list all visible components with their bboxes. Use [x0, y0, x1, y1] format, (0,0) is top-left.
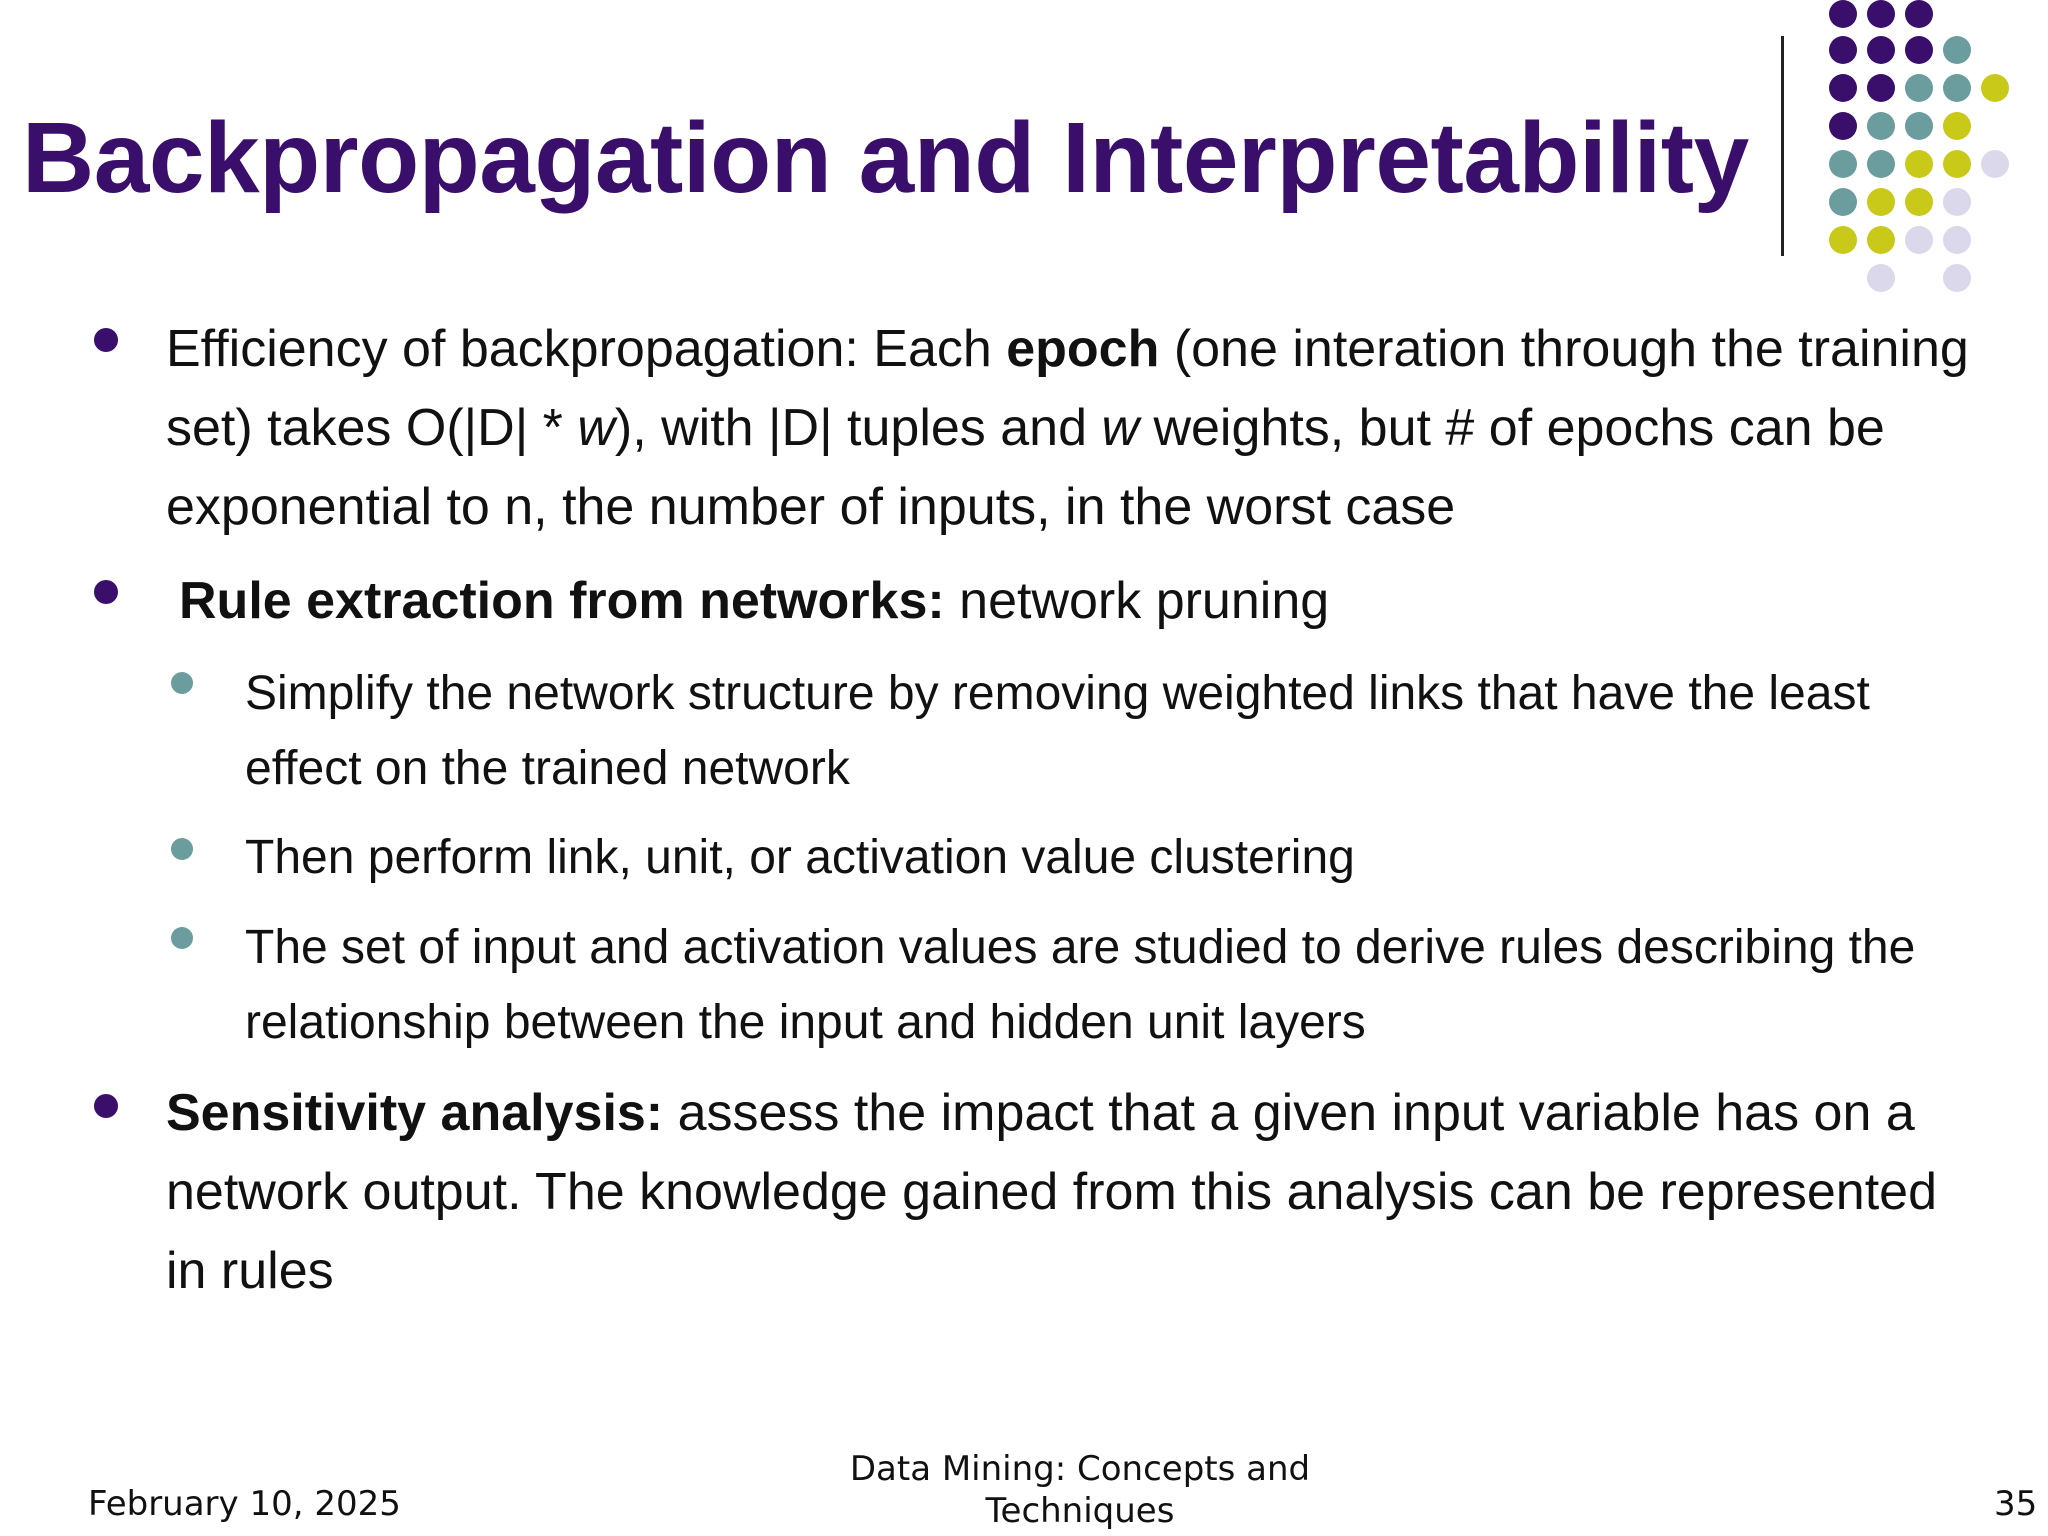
- decorative-dot: [1829, 36, 1857, 64]
- decorative-dot: [1943, 150, 1971, 178]
- sub-bullet-derive-rules: The set of input and activation values are studied to derive rules describing the relationship between the input and hidden unit layers: [245, 921, 1916, 1049]
- decorative-dot: [1905, 74, 1933, 102]
- decorative-dot: [1943, 112, 1971, 140]
- decorative-dot: [1829, 150, 1857, 178]
- italic-term: w: [577, 399, 615, 457]
- page-number: 35: [1994, 1484, 2038, 1524]
- italic-term: w: [1101, 399, 1140, 457]
- decorative-dot: [1867, 36, 1895, 64]
- slide-title: Backpropagation and Interpretability: [22, 102, 1749, 214]
- decorative-dot: [1943, 36, 1971, 64]
- title-divider: [1781, 36, 1784, 256]
- decorative-dot: [1867, 112, 1895, 140]
- decorative-dot: [1943, 188, 1971, 216]
- bold-term: epoch: [1006, 320, 1160, 378]
- sub-bullet-marker: [171, 672, 193, 694]
- decorative-dot: [1905, 150, 1933, 178]
- bullet-marker: [94, 1094, 118, 1118]
- decorative-dot: [1943, 264, 1971, 292]
- decorative-dot: [1867, 0, 1895, 28]
- decorative-dot: [1905, 188, 1933, 216]
- bullet-text: network pruning: [944, 572, 1330, 630]
- decorative-dot: [1867, 226, 1895, 254]
- decorative-dot: [1829, 0, 1857, 28]
- sub-bullet-clustering: Then perform link, unit, or activation value clustering: [245, 831, 1355, 884]
- decorative-dot: [1867, 188, 1895, 216]
- sub-bullet-marker: [171, 838, 193, 860]
- bullet-text: weights, but # of epochs can be exponential to n, the number of inputs, in the worst case: [166, 399, 1885, 536]
- decorative-dot: [1905, 112, 1933, 140]
- bullet-efficiency: [166, 310, 1986, 547]
- decorative-dot: [1867, 264, 1895, 292]
- bullet-sensitivity: [166, 1074, 1986, 1311]
- decorative-dot: [1829, 188, 1857, 216]
- decorative-dot: [1829, 226, 1857, 254]
- bullet-text: Efficiency of backpropagation: Each: [166, 320, 1007, 378]
- decorative-dot: [1943, 226, 1971, 254]
- bullet-text: ), with |D| tuples and: [614, 399, 1102, 457]
- decorative-dot: [1905, 36, 1933, 64]
- footer-course-title: Data Mining: Concepts and Techniques: [849, 1449, 1311, 1531]
- footer-date: February 10, 2025: [88, 1484, 401, 1524]
- decorative-dot: [1905, 226, 1933, 254]
- bullet-marker: [94, 580, 118, 604]
- bold-term: Sensitivity analysis:: [166, 1084, 664, 1142]
- decorative-dot: [1905, 0, 1933, 28]
- sub-bullet-marker: [171, 927, 193, 949]
- decorative-dot: [1829, 74, 1857, 102]
- bullet-marker: [94, 328, 118, 352]
- bullet-text: assess the impact that a given input variable has on a network output. The knowledge gained from this analysis can be represented in rules: [166, 1084, 1937, 1300]
- bullet-rule-extraction: [179, 562, 1999, 641]
- decorative-dot: [1943, 74, 1971, 102]
- decorative-dot: [1981, 150, 2009, 178]
- sub-bullet-simplify: Simplify the network structure by removing weighted links that have the least effect on the trained network: [245, 667, 1870, 795]
- bullet-text: (one interation through the training set) takes O(|D| *: [166, 320, 1969, 457]
- decorative-dot: [1981, 74, 2009, 102]
- decorative-dot: [1829, 112, 1857, 140]
- decorative-dot: [1867, 150, 1895, 178]
- bold-term: Rule extraction from networks:: [179, 572, 945, 630]
- decorative-dot: [1867, 74, 1895, 102]
